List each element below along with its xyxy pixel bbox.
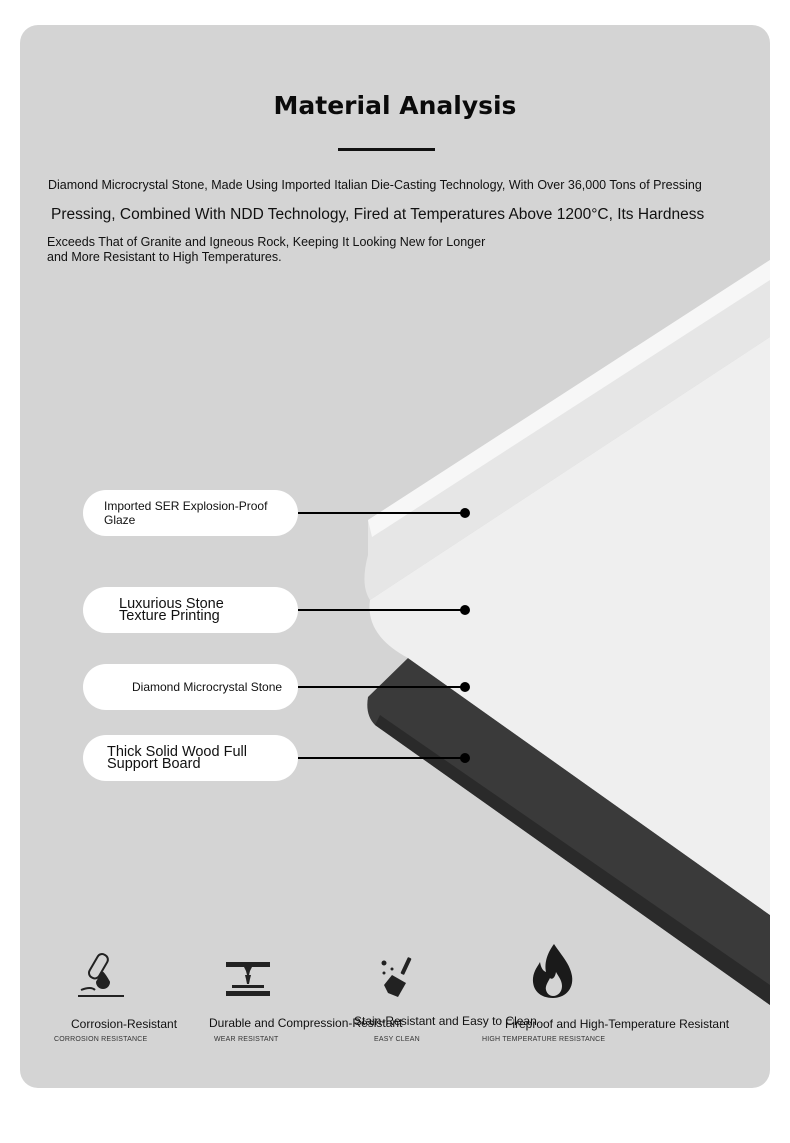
layer-label-board [83, 735, 298, 781]
layer-label-text: Diamond Microcrystal Stone [132, 680, 283, 694]
feature-sub-stain: EASY CLEAN [374, 1036, 420, 1043]
connector-dot-3 [460, 682, 470, 692]
feature-label-stain: Stain-Resistant and Easy to Clean [354, 1014, 537, 1028]
layer-label-text: Imported SER Explosion-Proof Glaze [104, 499, 268, 527]
material-card [20, 25, 770, 1088]
layer-label-text-line1: Thick Solid Wood Full [107, 744, 247, 760]
feature-sub-durable: WEAR RESISTANT [214, 1036, 279, 1043]
press-icon [222, 959, 274, 999]
feature-label-corrosion: Corrosion-Resistant [71, 1017, 178, 1031]
layer-label-text-line1: Luxurious Stone [119, 596, 224, 612]
connector-dot-4 [460, 753, 470, 763]
title-underline [338, 148, 435, 151]
layer-label-microcrystal [83, 664, 298, 710]
layer-label-text-line2: Support Board [107, 756, 201, 772]
feature-label-durable: Durable and Compression-Resistant [209, 1016, 403, 1030]
test-tube-icon [75, 950, 127, 1002]
feature-sub-corrosion: CORROSION RESISTANCE [54, 1036, 148, 1043]
layer-label-texture [83, 587, 298, 633]
broom-icon [378, 955, 424, 1001]
connector-dot-1 [460, 508, 470, 518]
description-line-1: Diamond Microcrystal Stone, Made Using Imported Italian Die-Casting Technology, With Over 36,000 Tons of Pressing [48, 178, 702, 192]
connector-dot-2 [460, 605, 470, 615]
feature-sub-fireproof: HIGH TEMPERATURE RESISTANCE [482, 1036, 606, 1043]
description-line-2: Pressing, Combined With NDD Technology, Fired at Temperatures Above 1200°C, Its Hardness [51, 206, 705, 223]
feature-label-fireproof: Fireproof and High-Temperature Resistant [505, 1017, 730, 1031]
page-title: Material Analysis [273, 91, 517, 120]
layer-label-glaze [83, 490, 298, 536]
flame-icon [528, 942, 578, 1000]
description-line-3: Exceeds That of Granite and Igneous Rock, Keeping It Looking New for Longer and More Resistant to High Temperatures. [47, 235, 486, 264]
layer-label-text-line2: Texture Printing [119, 608, 220, 624]
